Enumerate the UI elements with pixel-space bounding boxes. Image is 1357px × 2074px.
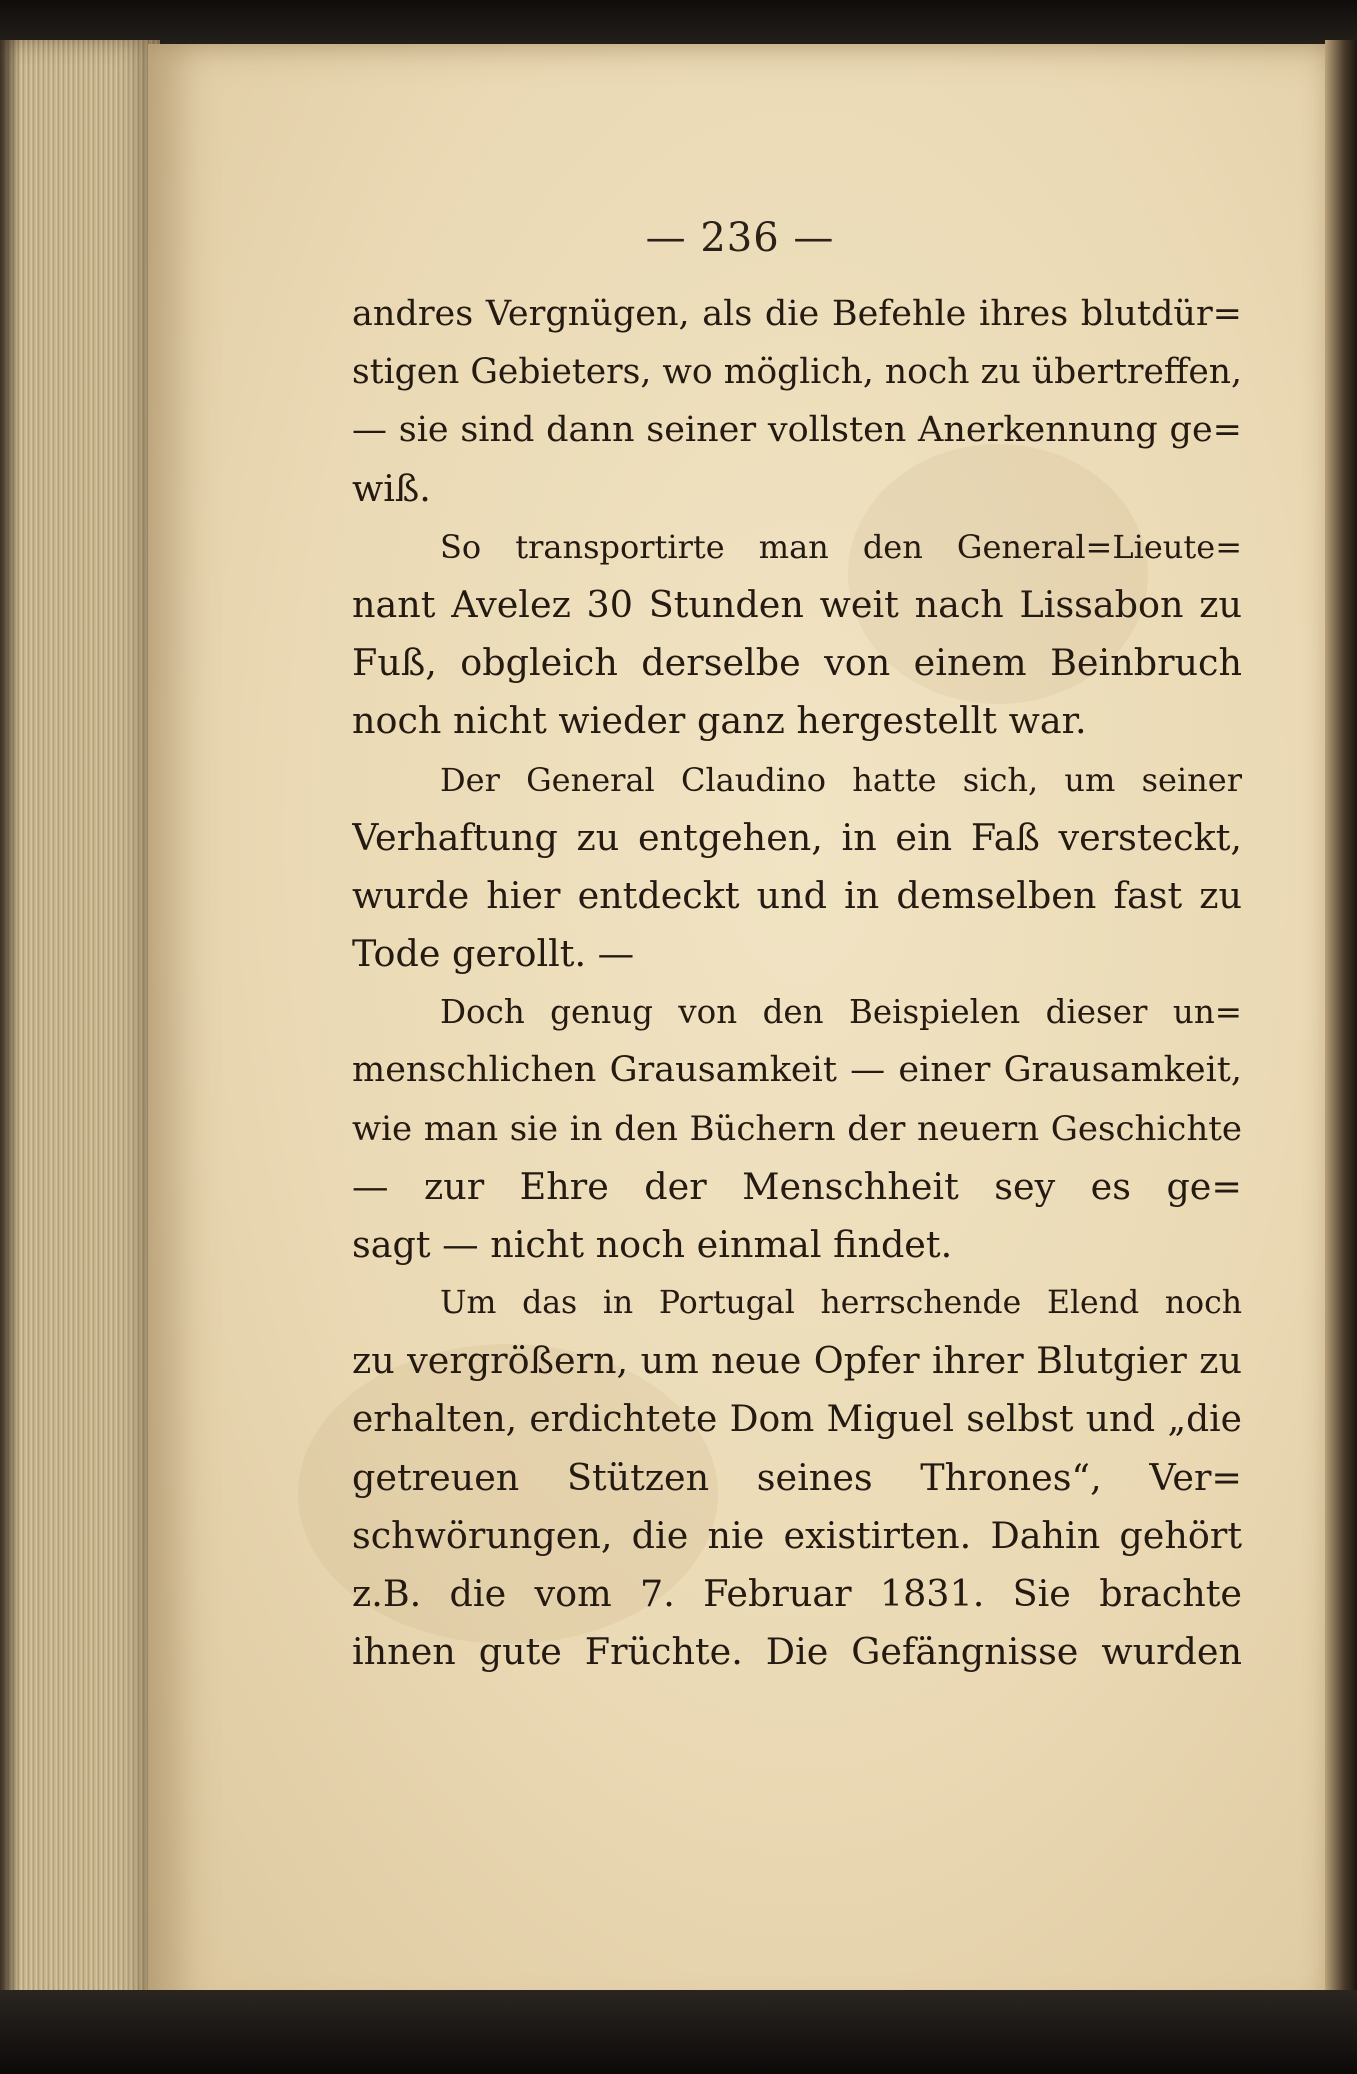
text-line: Fuß, obgleich derselbe von einem Beinbruch	[352, 641, 1242, 685]
text-line: Verhaftung zu entgehen, in ein Faß versteckt,	[352, 815, 1242, 859]
text-line: wurde hier entdeckt und in demselben fast zu	[352, 873, 1242, 917]
scan-background-bottom	[0, 1990, 1357, 2074]
text-line: stigen Gebieters, wo möglich, noch zu übertreffen,	[352, 352, 1242, 393]
text-line: noch nicht wieder ganz hergestellt war.	[352, 699, 1087, 743]
text-line: zu vergrößern, um neue Opfer ihrer Blutgier zu	[352, 1339, 1242, 1383]
text-line: wiß.	[352, 466, 431, 510]
page-number: — 236 —	[645, 215, 835, 261]
stacked-page-edges	[0, 40, 160, 2025]
text-line: wie man sie in den Büchern der neuern Geschichte	[352, 1108, 1242, 1149]
text-line: So transportirte man den General=Lieute=	[440, 527, 1242, 566]
text-line: nant Avelez 30 Stunden weit nach Lissabon zu	[352, 582, 1242, 626]
text-line: Doch genug von den Beispielen dieser un=	[440, 993, 1242, 1032]
page-right-edge	[1325, 40, 1357, 2025]
text-line: menschlichen Grausamkeit — einer Grausamkeit,	[352, 1050, 1242, 1091]
text-line: getreuen Stützen seines Thrones“, Ver=	[352, 1455, 1242, 1499]
text-line: z.B. die vom 7. Februar 1831. Sie brachte	[352, 1572, 1242, 1616]
text-line: sagt — nicht noch einmal findet.	[352, 1223, 953, 1266]
text-line: Tode gerollt. —	[352, 932, 635, 976]
text-line: andres Vergnügen, als die Befehle ihres blutdür=	[352, 294, 1242, 334]
book-binding-shadow	[0, 40, 20, 2025]
body-text	[352, 285, 1242, 1682]
text-line: — zur Ehre der Menschheit sey es ge=	[352, 1164, 1242, 1208]
text-line: ihnen gute Früchte. Die Gefängnisse wurden	[352, 1630, 1242, 1674]
text-line: Um das in Portugal herrschende Elend noch	[440, 1285, 1242, 1322]
text-line: — sie sind dann seiner vollsten Anerkennung ge=	[352, 410, 1242, 451]
text-line: Der General Claudino hatte sich, um seiner	[440, 760, 1242, 799]
text-line: schwörungen, die nie existirten. Dahin gehört	[352, 1513, 1242, 1557]
text-line: erhalten, erdichtete Dom Miguel selbst und „die	[352, 1398, 1242, 1440]
